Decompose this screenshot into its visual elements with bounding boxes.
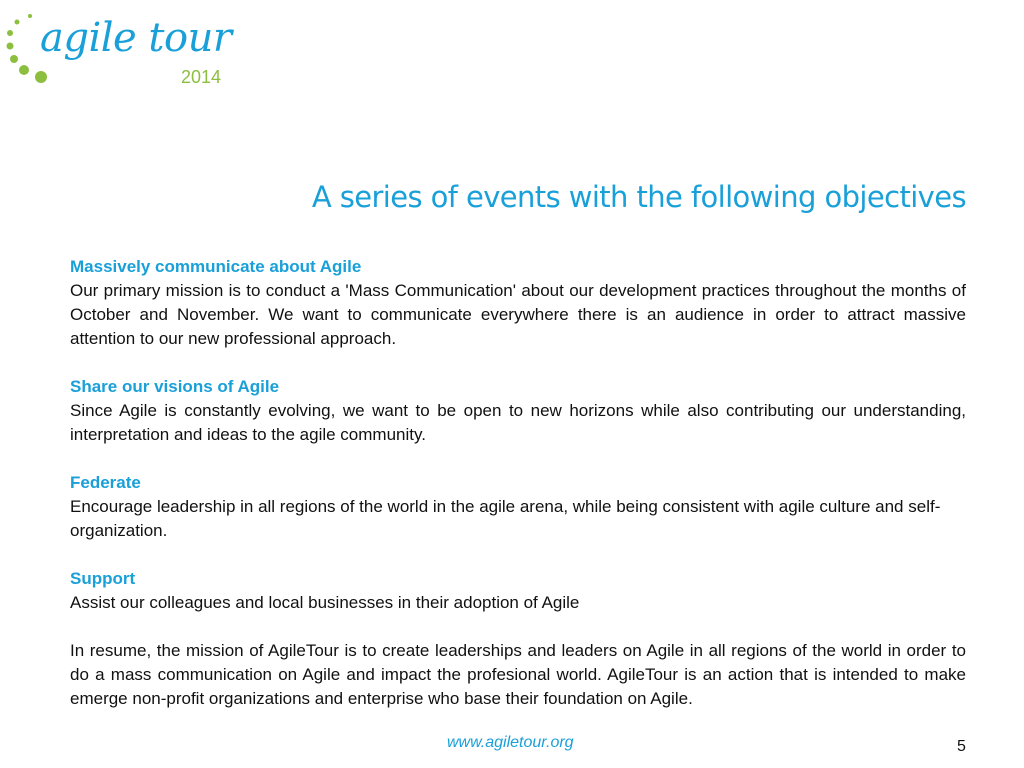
summary-paragraph: In resume, the mission of AgileTour is to create leaderships and leaders on Agile in all regions of the world in order to do a mass communication on Agile and impact the profesional world. AgileTour is an action that is intended to make emerge non-profit organizations and enterprise who base their foundation on Agile.: [70, 641, 966, 708]
objective-section: [70, 567, 966, 615]
page-number: 5: [957, 738, 966, 755]
logo-dot: [15, 20, 20, 25]
objective-heading: Support: [70, 569, 136, 588]
slide-content: [70, 255, 966, 711]
objective-section: [70, 255, 966, 351]
objective-body: Encourage leadership in all regions of the world in the agile arena, while being consistent with agile culture and self-organization.: [70, 497, 941, 540]
agile-tour-logo: [0, 0, 240, 95]
slide-title: A series of events with the following objectives: [311, 180, 966, 214]
objective-body: Since Agile is constantly evolving, we want to be open to new horizons while also contributing our understanding, interpretation and ideas to the agile community.: [70, 401, 966, 444]
objective-section: [70, 375, 966, 447]
logo-dot: [7, 30, 13, 36]
logo-name: agile tour: [40, 15, 232, 61]
objective-heading: Federate: [70, 473, 141, 492]
logo-dot: [7, 43, 14, 50]
objective-body: Our primary mission is to conduct a 'Mass Communication' about our development practices throughout the months of October and November. We want to communicate everywhere there is an audience in order to attract massive attention to our new professional approach.: [70, 281, 966, 348]
objective-heading: Massively communicate about Agile: [70, 257, 362, 276]
logo-dot: [35, 71, 47, 83]
logo-dot: [28, 14, 32, 18]
objective-section: [70, 471, 966, 543]
objective-heading: Share our visions of Agile: [70, 377, 280, 396]
logo-dot: [19, 65, 29, 75]
logo-dot: [10, 55, 18, 63]
objective-body: Assist our colleagues and local businesses in their adoption of Agile: [70, 593, 580, 612]
footer-url-link[interactable]: www.agiletour.org: [447, 734, 574, 751]
logo-year: 2014: [181, 67, 222, 87]
